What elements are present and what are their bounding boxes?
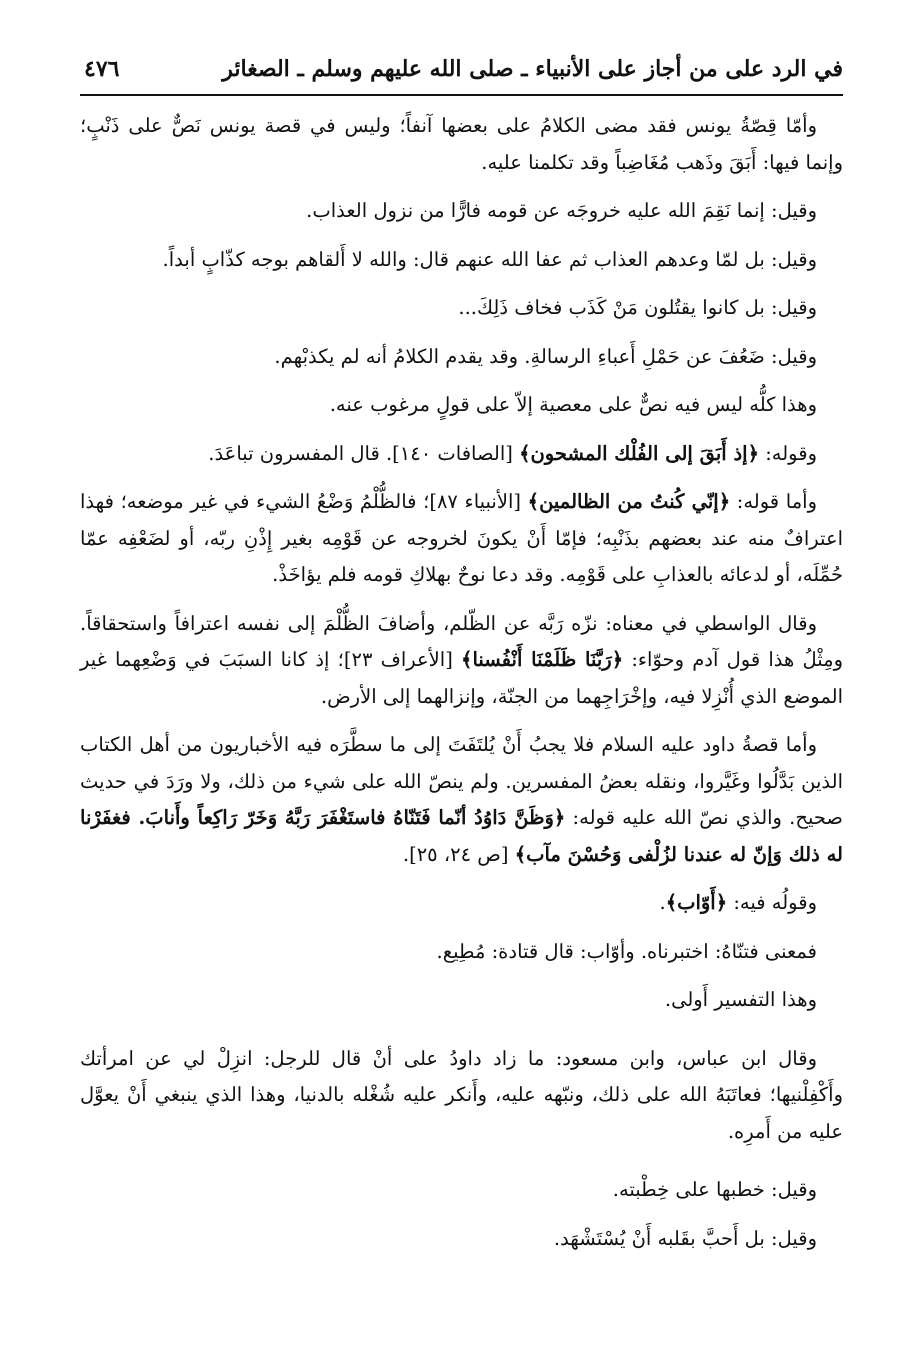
text-segment: وقال الواسطي في معناه: نزّه رَبَّه عن الظّلم، وأضافَ الظُّلْمَ إلى نفسه اعترافاً واستحقاقاً. ومِثْلُ هذا قول آدم وحوّاء: — [80, 611, 844, 671]
text-segment: وقال ابن عباس، وابن مسعود: ما زاد داودُ على أنْ قال للرجل: انزِلْ لي عن امرأتك وأَكْفِلْنيها؛ فعاتَبَهُ الله على ذلك، ونبّهه عليه، وأَنكر عليه شُغْله بالدنيا، وهذا الذي ينبغي أَنْ يعوَّل عليه من أَمرِه. — [80, 1046, 843, 1143]
text-segment: [الأعراف ٢٣]؛ إذ كانا السبَبَ في وَضْعِهما غير الموضع الذي أُنْزِلا فيه، وإخْرَاجِهما من الجنّة، وإنزالهما إلى الأرض. — [80, 648, 843, 708]
text-segment: . — [659, 891, 666, 914]
paragraph-opinion-proposal — [80, 1172, 843, 1209]
paragraph-opinion-martyrdom — [80, 1221, 843, 1258]
text-segment: وقيل: ضَعُفَ عن حَمْلِ أَعباءِ الرسالةِ. وقد يقدم الكلامُ أنه لم يكذبْهم. — [274, 344, 817, 368]
text-segment: وقيل: بل كانوا يقتُلون مَنْ كَذَب فخاف ذَلِكَ... — [458, 296, 817, 319]
page-number: ٤٧٦ — [84, 56, 120, 82]
paragraph-preferred — [80, 982, 843, 1019]
paragraph-opinion-weakness — [80, 339, 843, 376]
paragraph-ibn-abbas — [80, 1041, 843, 1151]
text-segment: وأما قصةُ داود عليه السلام فلا يجبُ أَنْ يُلتَفَتَ إلى ما سطَّرَه فيه الأخباريون من أهل الكتاب الذين بَدَّلُوا وغَيَّروا، ونقله بعضُ المفسرين. ولم ينصّ الله على شيء من ذلك، ولا ورَدَ في حديث صحيح. والذي نصّ الله عليه قوله: — [80, 733, 843, 829]
paragraph-wrongdoers-verse — [80, 484, 843, 594]
header-title: في الرد على من أجاز على الأنبياء ـ صلى الله عليهم وسلم ـ الصغائر — [222, 56, 843, 82]
paragraph-meaning — [80, 934, 843, 971]
text-segment: وقيل: إنما نَقِمَ الله عليه خروجَه عن قومه فارًّا من نزول العذاب. — [306, 199, 817, 222]
text-segment: وقيل: بل لمّا وعدهم العذاب ثم عفا الله عنهم قال: والله لا أَلقاهم بوجه كذّابٍ أبداً. — [162, 247, 817, 271]
text-segment: وقيل: بل أَحبَّ بقَلبه أَنْ يُسْتَشْهَد. — [553, 1226, 817, 1250]
paragraph-summary — [80, 387, 843, 424]
text-segment: وقولُه فيه: — [727, 891, 817, 914]
text-segment: وأمّا قِصّةُ يونس فقد مضى الكلامُ على بعضها آنفاً؛ وليس في قصة يونس نَصٌّ على ذَنْبٍ؛ وإنما فيها: أَبَقَ وذَهب مُغَاضِباً وقد تكلمنا عليه. — [80, 114, 843, 174]
paragraph-opinion-leaving — [80, 193, 843, 230]
running-header — [80, 48, 843, 96]
paragraph-opinion-promise — [80, 242, 843, 279]
paragraph-awwab — [80, 885, 843, 922]
paragraph-yunus-story — [80, 108, 843, 181]
text-segment: وهذا التفسير أَولى. — [664, 988, 817, 1011]
quran-verse: ﴿إذ أَبَقَ إلى الفُلْك المشحون﴾ — [519, 441, 760, 465]
text-segment: وقيل: خطبها على خِطْبته. — [612, 1178, 817, 1201]
paragraph-wasiti — [80, 606, 843, 716]
quran-verse: ﴿إنّي كُنتُ من الظالمين﴾ — [527, 490, 731, 513]
text-segment: وأما قوله: — [730, 490, 817, 513]
text-segment: [الأنبياء ٨٧]؛ فالظُّلْمُ وَضْعُ الشيء في غير موضعه؛ فهذا اعترافٌ منه عند بعضهم بذَنْبِه؛ فإمّا أَنْ يكونَ لخروجه عن قَوْمِه بغير إِذْنِ ربّه، أو لضَعْفِه عمّا حُمِّلَه، أو لدعائه بالعذابِ على قَوْمِه. وقد دعا نوحٌ بهلاكِ قومه فلم يؤاخَذْ. — [80, 490, 843, 586]
text-body — [80, 108, 843, 1351]
text-segment: [ص ٢٤، ٢٥]. — [402, 842, 515, 866]
paragraph-ship-verse — [80, 436, 843, 473]
text-segment: وهذا كلُّه ليس فيه نصٌّ على معصية إلاّ على قولٍ مرغوب عنه. — [329, 393, 817, 416]
paragraph-opinion-killing — [80, 290, 843, 327]
quran-verse: ﴿وَظَنَّ دَاوُدُ أنّما فَتَنّاهُ فاستَغْفَرَ رَبَّهُ وَخَرّ رَاكِعاً وأَنابَ. فغفَرْنا له ذلك وَإنّ له عندنا لزُلْفى وَحُسْنَ مآب﴾ — [80, 806, 843, 866]
text-segment: وقوله: — [759, 441, 817, 465]
text-segment: فمعنى فتنّاهُ: اختبرناه. وأوّاب: قال قتادة: مُطِيع. — [436, 939, 817, 963]
text-segment: [الصافات ١٤٠]. قال المفسرون تباعَدَ. — [208, 441, 520, 465]
quran-verse: ﴿رَبَّنَا ظَلَمْنَا أَنْفُسنا﴾ — [461, 648, 624, 671]
quran-verse: ﴿أَوّاب﴾ — [665, 891, 728, 914]
paragraph-dawud-story — [80, 727, 843, 873]
